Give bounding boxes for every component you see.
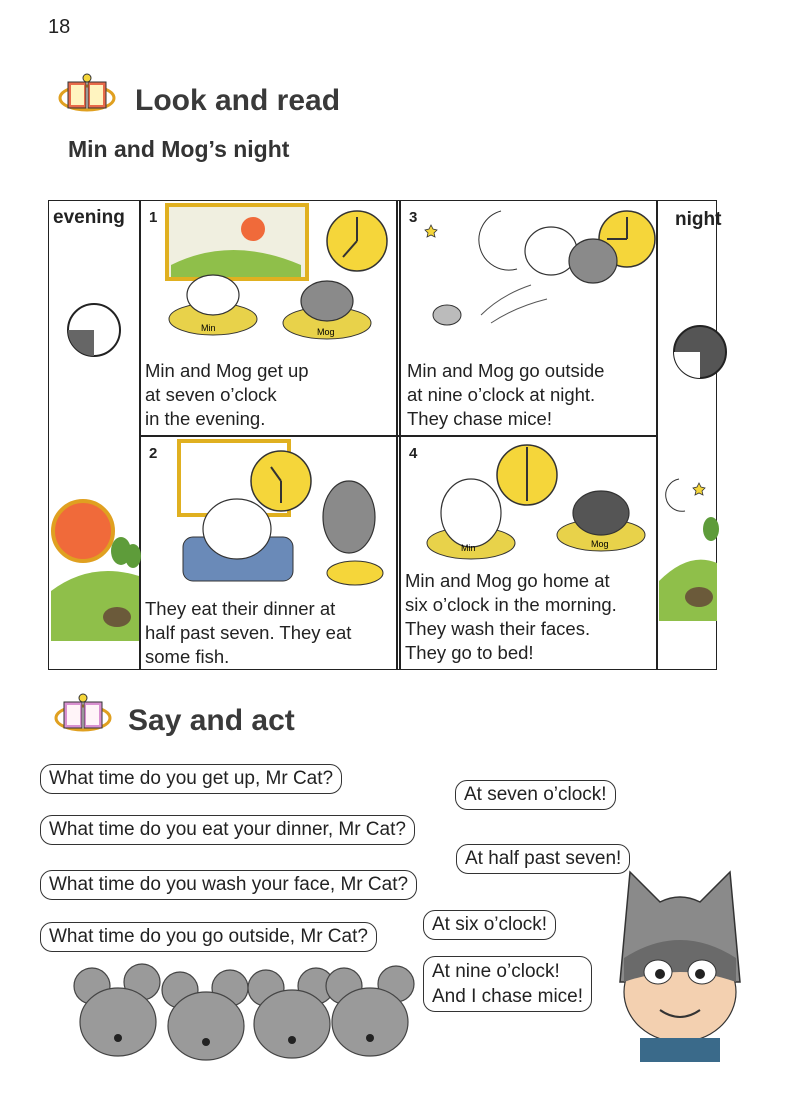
panel-4-caption: Min and Mog go home at six o’clock in the morning. They wash their faces. They go to bed! (405, 570, 617, 663)
panel-2-number: 2 (149, 445, 158, 462)
question-bubble-1: What time do you get up, Mr Cat? (40, 764, 342, 794)
question-bubble-4: What time do you go outside, Mr Cat? (40, 922, 377, 952)
question-bubble-3: What time do you wash your face, Mr Cat? (40, 870, 417, 900)
panel-4-illustration (421, 439, 653, 567)
mr-cat-illustration (600, 862, 760, 1062)
answer-bubble-1: At seven o’clock! (455, 780, 616, 810)
panel-2-illustration (159, 441, 393, 591)
book-icon-say-act (54, 692, 112, 736)
story-grid (48, 200, 722, 670)
say-and-act-title: Say and act (128, 704, 295, 737)
panel-3-caption: Min and Mog go outside at nine o’clock at night. They chase mice! (407, 360, 605, 429)
panel-3-illustration (421, 205, 653, 345)
panel-1-caption: Min and Mog get up at seven o’clock in the evening. (145, 360, 309, 429)
answer-bubble-3: At six o’clock! (423, 910, 556, 940)
panel-1-mat-left: Min (201, 323, 216, 333)
night-label: night (675, 209, 722, 230)
evening-label: evening (53, 207, 125, 228)
panel-2-caption: They eat their dinner at half past seven. They eat some fish. (145, 598, 352, 667)
answer-bubble-4: At nine o’clock! And I chase mice! (423, 956, 592, 1012)
panel-1-mat-right: Mog (317, 327, 335, 337)
panel-1-number: 1 (149, 209, 158, 226)
night-hill-illustration (659, 471, 717, 621)
answer-bubble-2: At half past seven! (456, 844, 630, 874)
panel-4-mat-left: Min (461, 543, 476, 553)
panel-1-illustration (161, 205, 391, 341)
page-number: 18 (48, 16, 71, 38)
panel-4-number: 4 (409, 445, 418, 462)
panel-3-number: 3 (409, 209, 418, 226)
evening-moon-phase-icon (65, 301, 123, 359)
look-and-read-title: Look and read (135, 84, 341, 117)
story-subtitle: Min and Mog’s night (68, 136, 290, 162)
panel-4-mat-right: Mog (591, 539, 609, 549)
question-bubble-2: What time do you eat your dinner, Mr Cat? (40, 815, 415, 845)
book-icon (58, 72, 116, 116)
mice-illustration (70, 960, 430, 1070)
sunset-hill-illustration (51, 471, 139, 641)
night-moon-phase-icon (671, 323, 729, 381)
